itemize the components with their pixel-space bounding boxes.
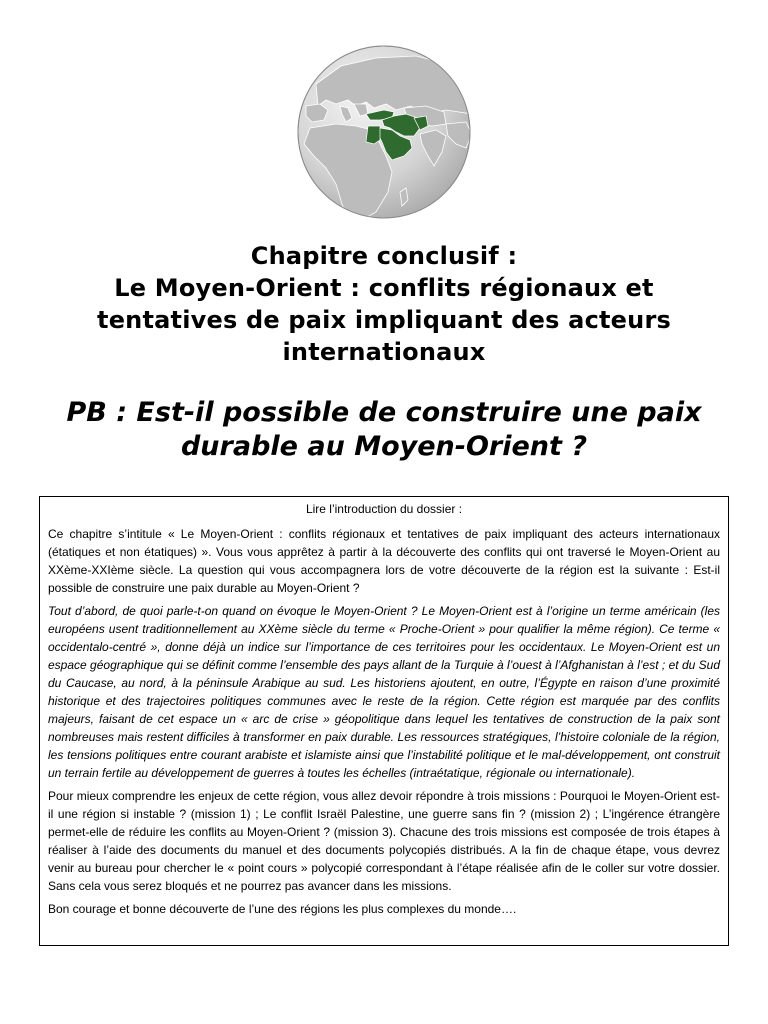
chapter-title (40, 240, 728, 368)
introduction-paragraph-1: Ce chapitre s’intitule « Le Moyen-Orient : conflits régionaux et tentatives de paix impliquant des acteurs internationaux (étatiques et non étatiques) ». Vous vous apprêtez à partir à la découverte des conflits qui ont traversé le Moyen-Orient au XXème-XXIème siècle. La question qui vous accompagnera lors de votre découverte de la région est la suivante : Est-il possible de construire une paix durable au Moyen-Orient ? (48, 527, 720, 595)
introduction-paragraph-4: Bon courage et bonne découverte de l’une des régions les plus complexes du monde…. (48, 902, 517, 916)
introduction-paragraph-3: Pour mieux comprendre les enjeux de cette région, vous allez devoir répondre à trois missions : Pourquoi le Moyen-Orient est-il une région si instable ? (mission 1) ; Le conflit Israël Palestine, une guerre sans fin ? (mission 2) ; L’ingérence étrangère permet-elle de réduire les conflits au Moyen-Orient ? (mission 3). Chacune des trois missions est composée de trois étapes à réaliser à l’aide des documents du manuel et des documents polycopiés distribués. A la fin de chaque étape, vous devrez venir au bureau pour chercher le « point cours » polycopié correspondant à l’étape réalisée afin de le coller sur votre dossier. Sans cela vous serez bloqués et ne pourrez pas avancer dans les missions. (48, 789, 720, 893)
chapter-title-line-1: Chapitre conclusif : (250, 242, 518, 270)
introduction-title: Lire l’introduction du dossier : (305, 502, 463, 516)
problem-line-2: durable au Moyen-Orient ? (180, 431, 587, 462)
introduction-paragraph-2: Tout d’abord, de quoi parle-t-on quand on évoque le Moyen-Orient ? Le Moyen-Orient est à l’origine un terme américain (les européens usent traditionnellement au XXème siècle du terme « Proche-Orient » pour qualifier la même région). Ce terme « occidentalo-centré », donne déjà un indice sur l’importance de ces territoires pour les occidentaux. Le Moyen-Orient est un espace géographique qui se définit comme l’ensemble des pays allant de la Turquie à l’ouest à l’Afghanistan à l’est ; et du Sud du Caucase, au nord, à la péninsule Arabique au sud. Les historiens ajoutent, en outre, l’Égypte en raison d’une proximité historique et des trajectoires politiques communes avec le reste de la région. Cette région est marquée par des conflits majeurs, faisant de cet espace un « arc de crise » géopolitique dans lequel les tentatives de construction de la paix sont nombreuses mais restent difficiles à transformer en paix durable. Les ressources stratégiques, l’histoire coloniale de la région, les tensions politiques entre courant arabiste et islamiste ainsi que l’instabilité politique et le mal-développement, ont construit un terrain fertile au développement de guerres à toutes les échelles (intraétatique, régionale ou internationale). (48, 604, 720, 780)
problem-line-1: PB : Est-il possible de construire une paix (66, 397, 702, 428)
globe-map-icon (296, 44, 472, 220)
globe-image (296, 44, 472, 220)
chapter-title-line-3: tentatives de paix impliquant des acteurs (97, 306, 671, 334)
chapter-title-line-2: Le Moyen-Orient : conflits régionaux et (114, 274, 654, 302)
introduction-box (39, 496, 729, 946)
chapter-title-line-4: internationaux (282, 338, 486, 366)
problem-statement (30, 396, 738, 464)
